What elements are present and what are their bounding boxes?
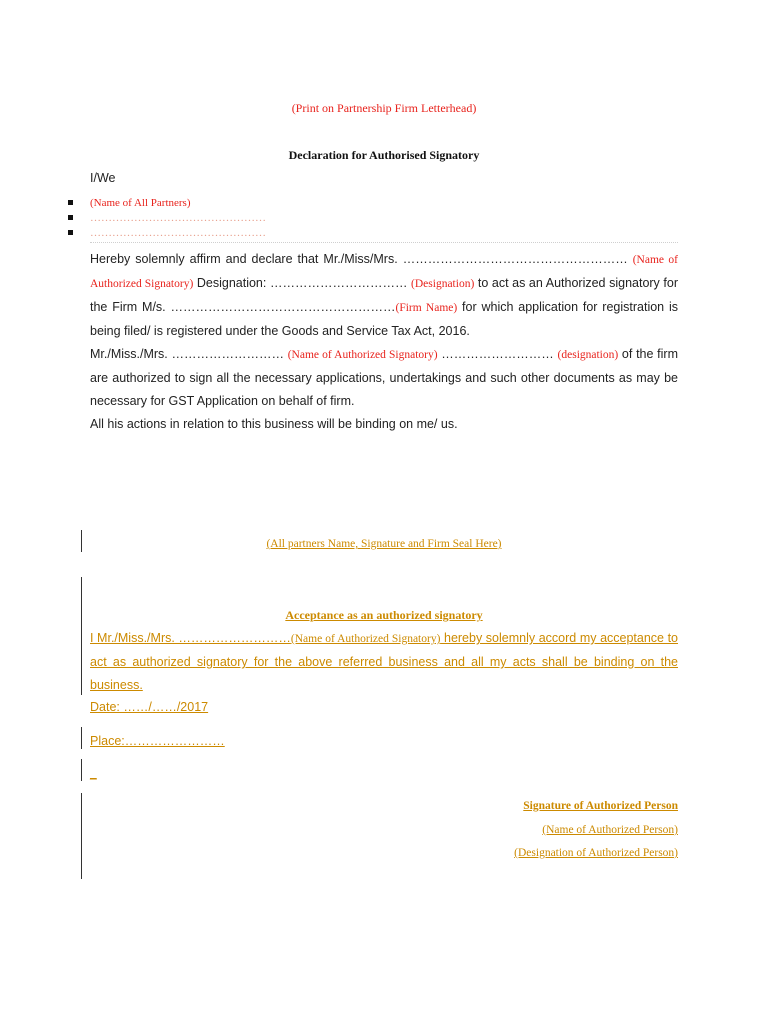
placeholder-firm-name: (Firm Name) [395,302,458,314]
margin-bar [81,793,82,879]
bullet-icon [68,230,73,235]
text-run: Mr./Miss./Mrs. ……………………… [90,347,288,361]
partner-name: ………………………………………… [90,227,266,239]
signature-designation: (Designation of Authorized Person) [514,847,678,859]
placeholder-signatory-name: (Name of Authorized Signatory) [290,633,441,645]
bullet-icon [68,200,73,205]
placeholder-signatory-name: (Name of Authorized Signatory) [287,349,438,361]
text-run: I Mr./Miss./Mrs. ……………………… [90,631,291,645]
placeholder-designation: (Designation) [411,278,475,290]
text-run: hereby solemnly accord my acceptance to act as authorized signatory for the above referred business and all my acts shall be binding on the business. [90,631,679,692]
text-run: for which application for registration is being filed/ is registered under the Goods and Service Tax Act, 2016. [90,300,678,338]
binding-paragraph: All his actions in relation to this business will be binding on me/ us. [90,417,458,431]
dotted-divider [90,242,678,243]
text-run: Hereby solemnly affirm and declare that Mr./Miss/Mrs. ……………………………………………… [90,252,633,266]
acceptance-paragraph [90,627,678,697]
placeholder-signatory-name: (Name of Authorized Signatory) [90,254,678,290]
signature-title: Signature of Authorized Person [523,800,678,812]
acceptance-title: Acceptance as an authorized signatory [285,608,483,622]
declaration-paragraph [90,248,678,343]
text-run: Designation: …………………………… [193,276,412,290]
text-run: ……………………… [437,347,558,361]
seal-note: (All partners Name, Signature and Firm Seal Here) [266,538,502,550]
text-run: to act as an Authorized signatory for the Firm M/s. ……………………………………………… [90,276,678,314]
bullet-icon [68,215,73,220]
letterhead-note: (Print on Partnership Firm Letterhead) [291,101,477,115]
partner-name: (Name of All Partners) [90,197,191,209]
blank-line: _ [90,766,97,780]
margin-bar [81,577,82,695]
margin-bar [81,759,82,781]
margin-bar [81,727,82,749]
declaration-body [90,248,678,436]
i-we-label: I/We [90,171,116,185]
partner-name: ………………………………………… [90,212,266,224]
authorization-paragraph [90,343,678,413]
placeholder-designation: (designation) [557,349,619,361]
signature-name: (Name of Authorized Person) [542,824,678,836]
date-field: Date: ……/……/2017 [90,700,209,714]
place-field: Place:…………………… [90,734,225,748]
document-title: Declaration for Authorised Signatory [288,148,480,162]
text-run: of the firm are authorized to sign all the necessary applications, undertakings and such other documents as may be necessary for GST Application on behalf of firm. [90,347,679,408]
